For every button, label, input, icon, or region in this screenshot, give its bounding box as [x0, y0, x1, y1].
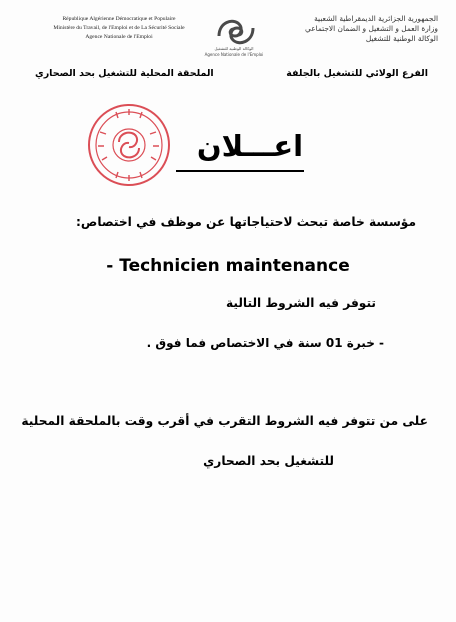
title-underline: [176, 170, 304, 172]
header-arabic-line-1: الجمهورية الجزائرية الديمقراطية الشعبية: [314, 14, 438, 23]
logo-caption-french: Agence Nationale de l'Emploi: [204, 51, 264, 57]
header-french-line-1: République Algérienne Démocratique et Populaire: [62, 16, 176, 22]
branch-local: الملحقة المحلية للتشغيل بحد الصحاري: [35, 68, 214, 79]
header-arabic-line-2: وزارة العمل و التشغيل و الضمان الاجتماعي: [305, 24, 438, 33]
official-stamp-icon: [86, 102, 172, 188]
body-line-3: تتوفر فيه الشروط التالية: [225, 296, 376, 310]
branch-wilaya: الفرع الولائي للتشغيل بالجلفة: [286, 68, 428, 79]
body-line-5: على من تتوفر فيه الشروط التقرب في أقرب وقت بالملحقة المحلية: [21, 414, 428, 428]
header-french-line-3: Agence Nationale de l'Emploi: [85, 34, 153, 40]
body-line-6: للتشغيل بحد الصحاري: [203, 454, 334, 468]
body-line-1: مؤسسة خاصة تبحث لاحتياجاتها عن موظف في اختصاص:: [76, 215, 416, 229]
header-arabic: [288, 14, 438, 44]
header-french: [34, 15, 204, 42]
page-title: اعـــلان: [196, 129, 304, 163]
header-arabic-line-3: الوكالة الوطنية للتشغيل: [365, 34, 438, 43]
job-title: - Technicien maintenance: [106, 256, 350, 276]
logo-caption: [198, 46, 270, 57]
requirement-item: - خبرة 01 سنة في الاختصاص فما فوق .: [146, 336, 384, 350]
logo-caption-arabic: الوكالة الوطنية للتشغيل: [214, 46, 254, 51]
header-french-line-2: Ministère du Travail, de l'Emploi et de La Sécurité Sociale: [53, 25, 185, 31]
